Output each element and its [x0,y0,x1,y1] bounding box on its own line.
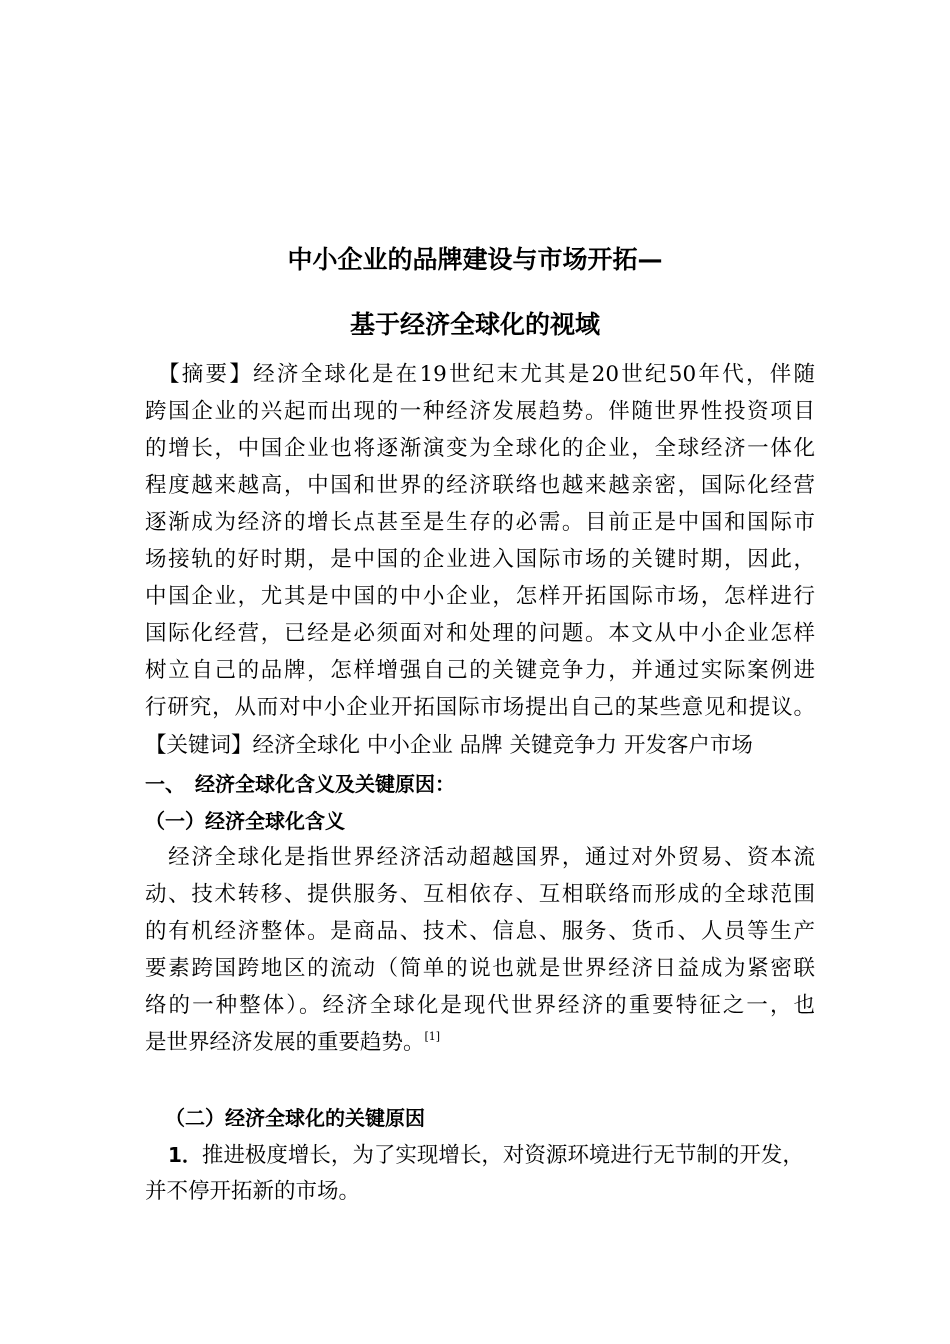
paragraph-line: 动、技术转移、提供服务、互相依存、互相联络而形成的全球范围 [145,882,815,907]
abstract-line: 场接轨的好时期，是中国的企业进入国际市场的关键时期，因此， [145,547,815,572]
section-heading: 一、 经济全球化含义及关键原因： [145,772,455,796]
abstract-line: 逐渐成为经济的增长点甚至是生存的必需。目前正是中国和国际市 [145,510,815,535]
list-item-line: 并不停开拓新的市场。 [145,1179,361,1204]
paragraph-line [145,1028,815,1061]
document-title: 中小企业的品牌建设与市场开拓— [287,245,663,274]
keywords-line: 【关键词】经济全球化 中小企业 品牌 关键竞争力 开发客户市场 [145,733,753,758]
subsection-heading: （一）经济全球化含义 [145,809,345,833]
paragraph-text: 是世界经济发展的重要趋势。 [145,1030,425,1055]
abstract-line: 的增长，中国企业也将逐渐演变为全球化的企业，全球经济一体化 [145,436,815,461]
document-subtitle: 基于经济全球化的视域 [349,310,600,339]
subsection-heading: （二）经济全球化的关键原因 [165,1106,425,1130]
paragraph-line: 经济全球化是指世界经济活动超越国界，通过对外贸易、资本流 [145,845,815,870]
paragraph-line: 要素跨国跨地区的流动（简单的说也就是世界经济日益成为紧密联 [145,956,815,981]
list-item-text: 推进极度增长，为了实现增长，对资源环境进行无节制的开发， [201,1143,804,1168]
abstract-line: 跨国企业的兴起而出现的一种经济发展趋势。伴随世界性投资项目 [145,399,815,424]
abstract-line: 【摘要】经济全球化是在19世纪末尤其是20世纪50年代，伴随 [145,362,815,387]
abstract-line: 程度越来越高，中国和世界的经济联络也越来越亲密，国际化经营 [145,473,815,498]
abstract-line: 树立自己的品牌，怎样增强自己的关键竞争力，并通过实际案例进 [145,658,815,683]
abstract-line: 国际化经营，已经是必须面对和处理的问题。本文从中小企业怎样 [145,621,815,646]
paragraph-line: 的有机经济整体。是商品、技术、信息、服务、货币、人员等生产 [145,919,815,944]
list-item-line [168,1140,823,1171]
abstract-line: 行研究，从而对中小企业开拓国际市场提出自己的某些意见和提议。 [145,695,815,720]
citation-reference: [1] [424,1030,441,1043]
paragraph-line: 络的一种整体）。经济全球化是现代世界经济的重要特征之一，也 [145,993,815,1018]
abstract-line: 中国企业，尤其是中国的中小企业，怎样开拓国际市场，怎样进行 [145,584,815,609]
list-item-number: 1． [168,1143,202,1167]
